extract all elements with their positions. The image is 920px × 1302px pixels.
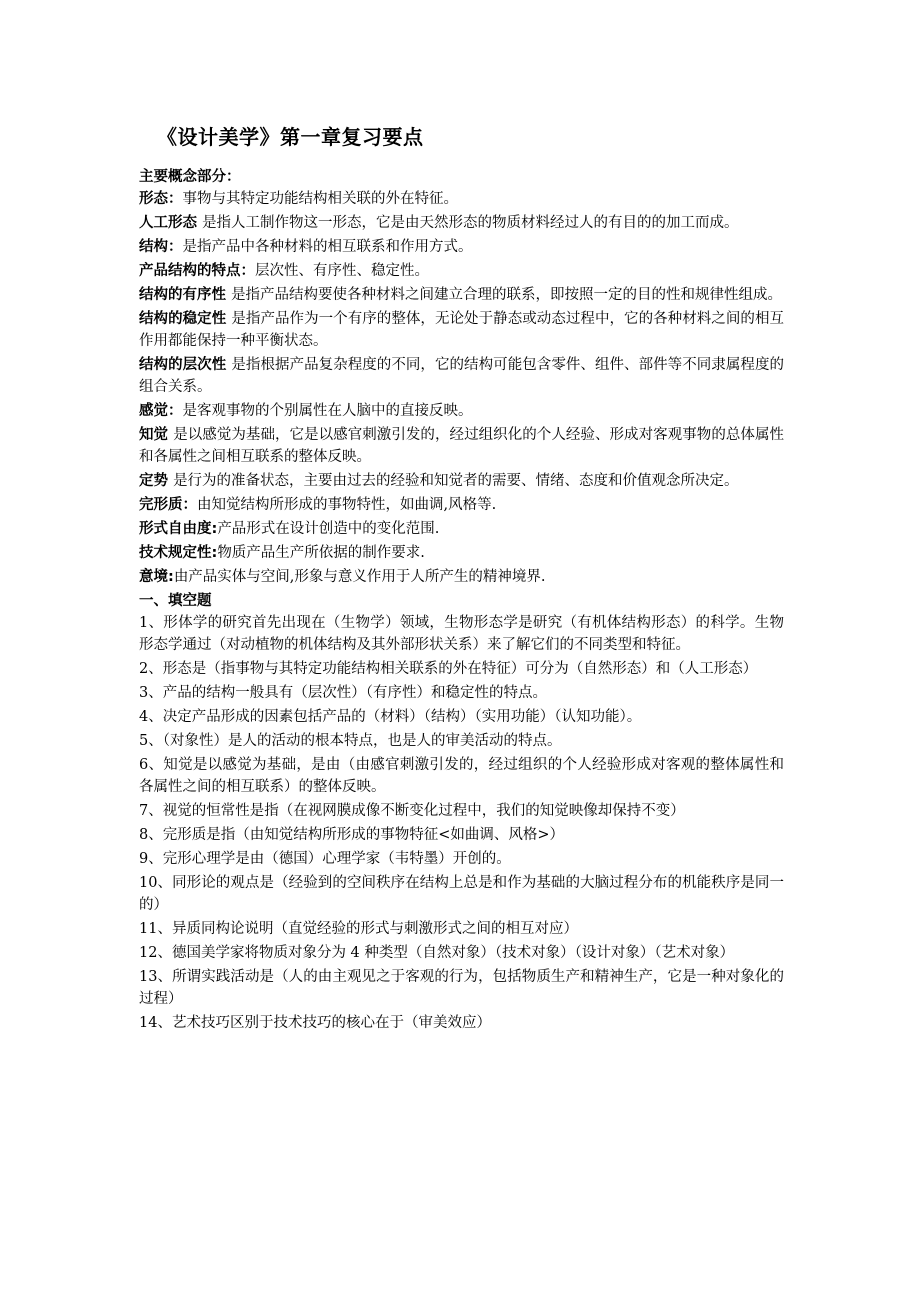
definition-term: 结构的有序性 [139, 287, 226, 303]
fill-blank-item: 14、艺术技巧区别于技术技巧的核心在于（审美效应） [139, 1015, 491, 1031]
definition-item [139, 518, 784, 540]
definition-item [139, 542, 784, 564]
definition-text: 物质产品生产所依据的制作要求. [217, 545, 425, 561]
fill-blank-item: 13、所谓实践活动是（人的由主观见之于客观的行为，包括物质生产和精神生产，它是一种对象化的过程） [139, 969, 784, 1007]
definition-separator: ： [168, 239, 183, 255]
definition-text: 是指人工制作物这一形态，它是由天然形态的物质材料经过人的有目的的加工而成。 [202, 215, 739, 231]
definition-term: 感觉 [139, 403, 168, 419]
definition-term: 形态 [139, 191, 168, 207]
definition-item [139, 308, 784, 352]
fill-blank-item: 2、形态是（指事物与其特定功能结构相关联系的外在特征）可分为（自然形态）和（人工形态） [139, 661, 758, 677]
fill-blank-item: 9、完形心理学是由（德国）心理学家（韦特墨）开创的。 [139, 851, 511, 867]
definition-item [139, 424, 784, 468]
definition-text: 是指产品中各种材料的相互联系和作用方式。 [182, 239, 473, 255]
definition-item [139, 470, 784, 492]
definition-text: 是以感觉为基础，它是以感官刺激引发的，经过组织化的个人经验、形成对客观事物的总体属性和各属性之间相互联系的整体反映。 [139, 427, 784, 465]
fill-blank-item: 5、（对象性）是人的活动的根本特点，也是人的审美活动的特点。 [139, 733, 562, 749]
definition-separator: ： [240, 263, 255, 279]
fill-blank-item: 6、知觉是以感觉为基础，是由（由感官刺激引发的，经过组织的个人经验形成对客观的整体属性和各属性之间的相互联系）的整体反映。 [139, 757, 784, 795]
definition-item [139, 566, 784, 588]
concepts-heading: 主要概念部分： [139, 169, 241, 185]
definition-text: 由产品实体与空间,形象与意义作用于人所产生的精神境界. [173, 569, 546, 585]
definition-item [139, 284, 784, 306]
fill-blank-list [139, 612, 784, 1034]
definition-term: 结构的稳定性 [139, 311, 227, 327]
fill-blank-item: 1、形体学的研究首先出现在（生物学）领域，生物形态学是研究（有机体结构形态）的科学。生物形态学通过（对动植物的机体结构及其外部形状关系）来了解它们的不同类型和特征。 [139, 615, 784, 653]
definition-term: 意境 [139, 569, 168, 585]
fill-blank-item: 12、德国美学家将物质对象分为 4 种类型（自然对象）（技术对象）（设计对象）（艺术对象） [139, 945, 735, 961]
definition-separator: ： [168, 403, 183, 419]
definition-text: 事物与其特定功能结构相关联的外在特征。 [182, 191, 458, 207]
definition-separator: : [168, 569, 174, 585]
definition-term: 知觉 [139, 427, 169, 443]
fill-blank-item: 3、产品的结构一般具有（层次性）（有序性）和稳定性的特点。 [139, 685, 547, 701]
definition-term: 人工形态 [139, 215, 197, 231]
definition-separator: : [211, 521, 218, 537]
definition-item [139, 236, 784, 258]
definition-item [139, 260, 784, 282]
definition-term: 结构的层次性 [139, 357, 227, 373]
fill-blank-item: 4、决定产品形成的因素包括产品的（材料）（结构）（实用功能）（认知功能）。 [139, 709, 642, 725]
definition-text: 是行为的准备状态，主要由过去的经验和知觉者的需要、情绪、态度和价值观念所决定。 [173, 473, 739, 489]
definition-separator: : [211, 545, 218, 561]
definition-separator: ： [168, 191, 183, 207]
document-page [139, 118, 784, 1034]
fill-blank-item: 8、完形质是指（由知觉结构所形成的事物特征<如曲调、风格>） [139, 827, 565, 843]
definition-item [139, 494, 784, 516]
definition-term: 产品结构的特点 [139, 263, 241, 279]
definition-term: 形式自由度 [139, 521, 212, 537]
definition-separator: ： [182, 497, 197, 513]
definition-text: 由知觉结构所形成的事物特性，如曲调,风格等. [197, 497, 497, 513]
definition-item [139, 188, 784, 210]
definition-item [139, 354, 784, 398]
definition-text: 是客观事物的个别属性在人脑中的直接反映。 [182, 403, 473, 419]
definition-text: 层次性、有序性、稳定性。 [255, 263, 429, 279]
fill-blank-item: 10、同形论的观点是（经验到的空间秩序在结构上总是和作为基础的大脑过程分布的机能秩序是同一的） [139, 875, 784, 913]
definition-item [139, 400, 784, 422]
definition-term: 定势 [139, 473, 168, 489]
definition-text: 是指产品作为一个有序的整体，无论处于静态或动态过程中，它的各种材料之间的相互作用都能保持一种平衡状态。 [139, 311, 784, 349]
definition-term: 结构 [139, 239, 168, 255]
definition-text: 产品形式在设计创造中的变化范围. [217, 521, 440, 537]
definition-item [139, 212, 784, 234]
fill-blank-item: 7、视觉的恒常性是指（在视网膜成像不断变化过程中，我们的知觉映像却保持不变） [139, 803, 685, 819]
document-title: 《设计美学》第一章复习要点 [157, 125, 424, 149]
definition-text: 是指产品结构要使各种材料之间建立合理的联系，即按照一定的目的性和规律性组成。 [231, 287, 783, 303]
definition-list [139, 188, 784, 588]
definition-term: 完形质 [139, 497, 183, 513]
definition-term: 技术规定性 [139, 545, 212, 561]
fill-blank-heading: 一、填空题 [139, 593, 212, 609]
definition-text: 是指根据产品复杂程度的不同，它的结构可能包含零件、组件、部件等不同隶属程度的组合关系。 [139, 357, 784, 395]
fill-blank-item: 11、异质同构论说明（直觉经验的形式与刺激形式之间的相互对应） [139, 921, 578, 937]
